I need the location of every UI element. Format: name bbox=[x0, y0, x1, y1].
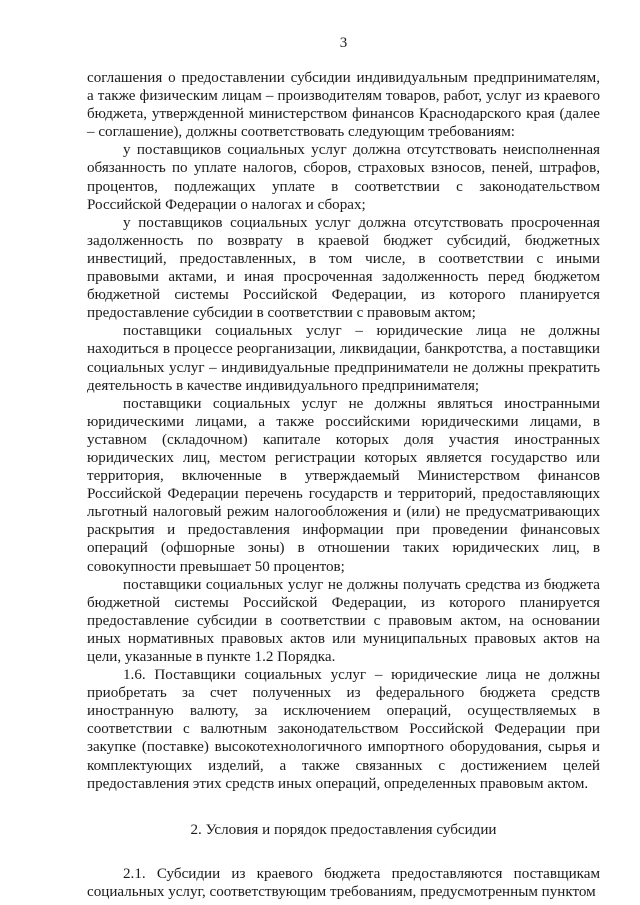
paragraph: у поставщиков социальных услуг должна отсутствовать неисполненная обязанность по уплате налогов, сборов, страховых взносов, пеней, штрафов, процентов, подлежащих уплате в соответствии с законодательством Российской Федерации о налогах и сборах; bbox=[87, 142, 600, 213]
paragraph: поставщики социальных услуг – юридические лица не должны находиться в процессе реорганизации, ликвидации, банкротства, а поставщики социальных услуг – индивидуальные предприниматели не должны прекратить деятельность в качестве индивидуального предпринимателя; bbox=[87, 323, 600, 394]
section-heading: 2. Условия и порядок предоставления субсидии bbox=[190, 821, 497, 838]
paragraph: у поставщиков социальных услуг должна отсутствовать просроченная задолженность по возврату в краевой бюджет субсидий, бюджетных инвестиций, предоставленных, в том числе, в соответствии с иными правовыми актами, и иная просроченная задолженность перед бюджетом бюджетной системы Российской Федерации, из которого планируется предоставление субсидии в соответствии с правовым актом; bbox=[87, 214, 600, 322]
paragraph: поставщики социальных услуг не должны являться иностранными юридическими лицами, а также российскими юридическими лицами, в уставном (складочном) капитале которых доля участия иностранных юридических лиц, местом регистрации которых является государство или территория, включенные в утверждаемый Министерством финансов Российской Федерации перечень государств и территорий, предоставляющих льготный налоговый режим налогообложения и (или) не предусматривающих раскрытия и предоставления информации при проведении финансовых операций (офшорные зоны) в отношении таких юридических лиц, в совокупности превышает 50 процентов; bbox=[87, 395, 600, 575]
paragraph: 2.1. Субсидии из краевого бюджета предоставляются поставщикам социальных услуг, соответствующим требованиям, предусмотренным пунктом bbox=[87, 865, 600, 900]
document-body bbox=[87, 69, 600, 901]
paragraph: соглашения о предоставлении субсидии индивидуальным предпринимателям, а также физическим лицам – производителям товаров, работ, услуг из краевого бюджета, утвержденной министерством финансов Краснодарского края (далее – соглашение), должны соответствовать следующим требованиям: bbox=[87, 70, 600, 141]
paragraph: 1.6. Поставщики социальных услуг – юридические лица не должны приобретать за счет полученных из федерального бюджета средств иностранную валюту, за исключением операций, осуществляемых в соответствии с валютным законодательством Российской Федерации при закупке (поставке) высокотехнологичного импортного оборудования, сырья и комплектующих изделий, а также связанных с достижением целей предоставления этих средств иных операций, определенных правовым актом. bbox=[87, 667, 600, 792]
paragraph: поставщики социальных услуг не должны получать средства из бюджета бюджетной системы Российской Федерации, из которого планируется предоставление субсидии в соответствии с правовым актом, на основании иных нормативных правовых актов или муниципальных правовых актов на цели, указанные в пункте 1.2 Порядка. bbox=[87, 576, 600, 665]
page-number: 3 bbox=[339, 35, 348, 51]
